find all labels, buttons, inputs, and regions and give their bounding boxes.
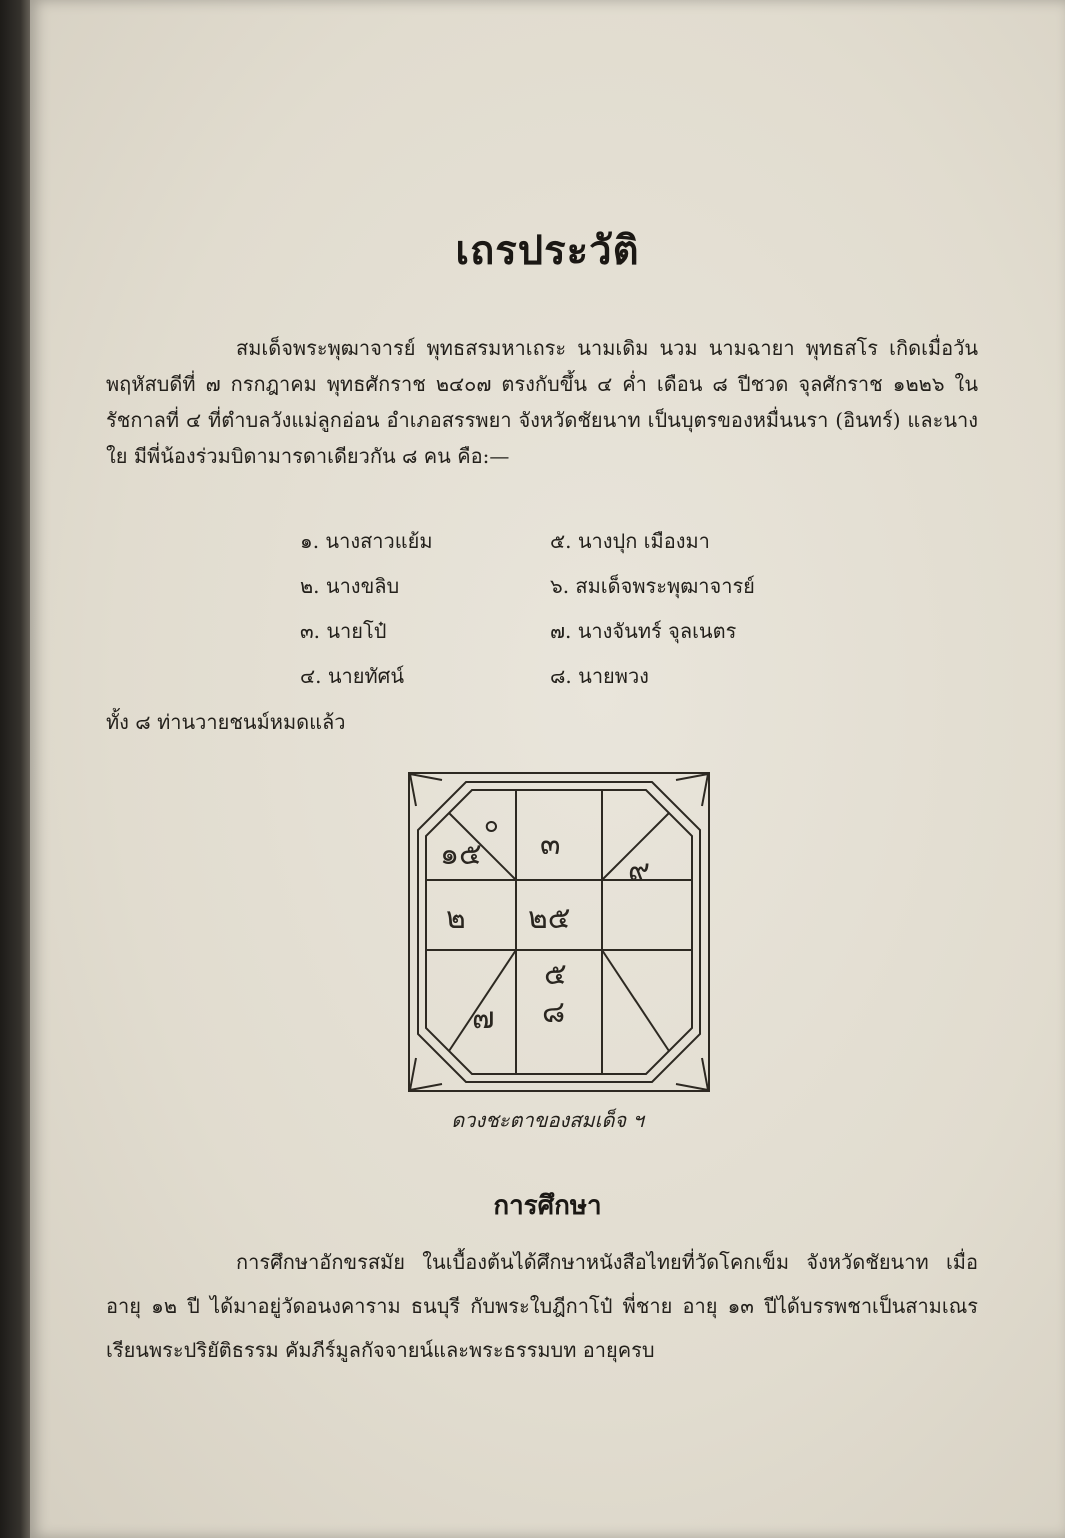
horoscope-cell: ๙ bbox=[628, 853, 650, 888]
horoscope-cell: ๑๕ bbox=[440, 837, 482, 872]
siblings-closing-note: ทั้ง ๘ ท่านวายชนม์หมดแล้ว bbox=[106, 710, 346, 734]
horoscope-cell: ๗ bbox=[472, 1001, 495, 1036]
horoscope-cell: ๐ bbox=[484, 810, 499, 838]
section-heading: การศึกษา bbox=[493, 1191, 602, 1221]
horoscope-cell: ๕ bbox=[544, 957, 567, 992]
list-item: ๒. นางขลิบ ๖. สมเด็จพระพุฒาจารย์ bbox=[300, 573, 755, 598]
horoscope-cell: ๓ bbox=[540, 827, 561, 862]
list-item: ๑. นางสาวแย้ม ๕. นางปุก เมืองมา bbox=[300, 528, 710, 553]
list-item: ๔. นายทัศน์ ๘. นายพวง bbox=[300, 663, 649, 688]
siblings-list bbox=[300, 518, 860, 698]
horoscope-caption: ดวงชะตาของสมเด็จ ฯ bbox=[451, 1108, 644, 1132]
horoscope-chart bbox=[406, 770, 712, 1094]
horoscope-cell: ๒๕ bbox=[528, 901, 571, 936]
horoscope-cell: ๒ bbox=[446, 901, 466, 936]
book-page bbox=[30, 0, 1065, 1538]
education-paragraph: การศึกษาอักขรสมัย ในเบื้องต้นได้ศึกษาหนังสือไทยที่วัดโคกเข็ม จังหวัดชัยนาท เมื่ออายุ ๑๒ ปี ได้มาอยู่วัดอนงคาราม ธนบุรี กับพระใบฎีกาโป๋ พี่ชาย อายุ ๑๓ ปีได้บรรพชาเป็นสามเณร เรียนพระปริยัติธรรม คัมภีร์มูลกัจจายน์และพระธรรมบท อายุครบ bbox=[106, 1250, 978, 1362]
biography-paragraph: สมเด็จพระพุฒาจารย์ พุทธสรมหาเถระ นามเดิม นวม นามฉายา พุทธสโร เกิดเมื่อวันพฤหัสบดีที่ ๗ กรกฎาคม พุทธศักราช ๒๔๐๗ ตรงกับขึ้น ๔ ค่ำ เดือน ๘ ปีชวด จุลศักราช ๑๒๒๖ ในรัชกาลที่ ๔ ที่ตำบลวังแม่ลูกอ่อน อำเภอสรรพยา จังหวัดชัยนาท เป็นบุตรของหมื่นนรา (อินทร์) และนางใย มีพี่น้องร่วมบิดามารดาเดียวกัน ๘ คน คือ:— bbox=[106, 336, 978, 468]
horoscope-cell: ๘ bbox=[542, 995, 566, 1030]
book-binding bbox=[0, 0, 34, 1538]
page-title: เถรประวัติ bbox=[455, 228, 640, 274]
list-item: ๓. นายโป๋ ๗. นางจันทร์ จุลเนตร bbox=[300, 618, 737, 643]
